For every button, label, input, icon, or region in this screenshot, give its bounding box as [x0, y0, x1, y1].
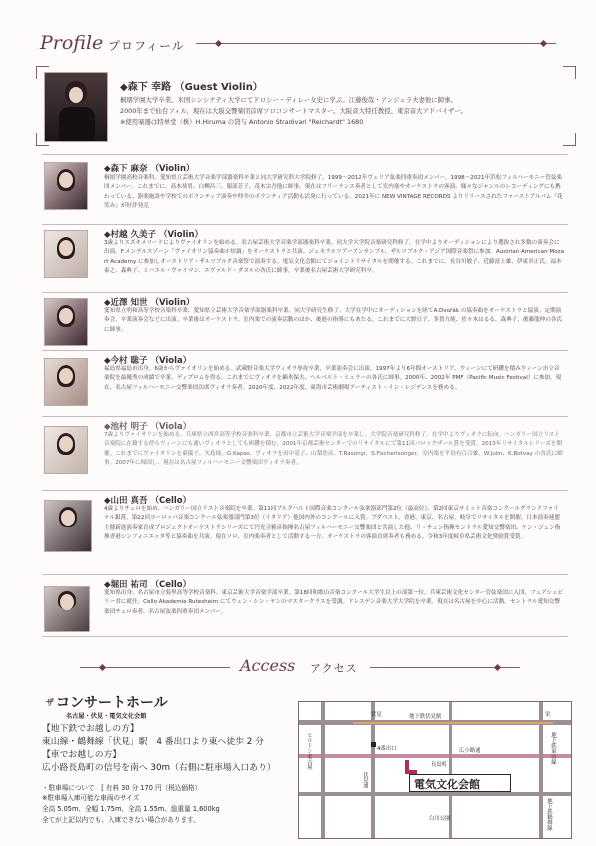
member-photo: [44, 426, 88, 474]
subway-line: [353, 722, 553, 724]
member-photo: [44, 230, 88, 278]
divider: [42, 636, 568, 637]
profile-header: [36, 30, 576, 60]
member-profile: [0, 418, 596, 490]
member-name: ◆村越 久美子 （Violin）: [104, 230, 204, 240]
member-profile: [0, 294, 596, 354]
map-label: 伏見通: [362, 772, 368, 789]
subway-text: 東山線・鶴舞線「伏見」駅 4 番出口より東へ徒歩 2 分: [42, 737, 264, 747]
parking-info: ※駐車場入庫可能な車両のサイズ: [42, 794, 140, 802]
access-header: [80, 655, 520, 681]
map-label: 地下鉄東山線: [550, 732, 556, 765]
member-name: ◆近澤 知世 （Violin）: [104, 298, 195, 308]
venue-logo: コンサートホール: [56, 695, 168, 711]
map-label: 白川公園: [429, 816, 451, 822]
divider: [42, 292, 568, 293]
member-bio: 4歳よりチェロを始め、ハンガリー国立リスト音楽院を卒業。第11回ブルクハルト国際音楽コンクール弦楽器部門第2位（最高位）、第2回東京サミット音楽コンクールグランドファイナル銀賞、第22回ヨーロッパ音楽コンクール弦楽器部門第3位（イタリア）他国内外のコンクールに入賞。ブダペスト、香港、東京、名古屋、岐阜でリサイタルを開催。日本演奏連盟主催新進演奏家育成プロジェクトオーケストラシリーズにて円光寺雅彦指揮名古屋フィルハーモニー交響楽団と共演した他、リ・チェン指揮セントラル愛知交響楽団、ケン・ジェン指揮香港シンフォニエッタ等と協奏曲を共演。現在ソロ、室内楽奏者として活動する一方、オーケストラの客演首席奏者も務める。令和3年度岐阜県芸術文化奨励賞受賞。: [104, 506, 561, 541]
member-photo: [44, 586, 90, 632]
map-road: [299, 792, 571, 796]
map-label: ヒルトン名古屋: [306, 732, 312, 770]
member-profile: [0, 226, 596, 294]
member-photo: [44, 500, 92, 552]
parking-info: ・駐車場について [ 有料 30 分 170 円（税込価格）: [42, 784, 202, 792]
venue-info: [0, 690, 296, 840]
member-profile: [0, 492, 596, 574]
map-label: 地下鉄伏見駅: [409, 714, 442, 720]
parking-info: 全高 5.05m、全幅 1.75m、全高 1.55m、総重量 1,600kg: [42, 805, 220, 813]
map-label: 伏見: [371, 712, 382, 718]
map-label: 栄: [545, 712, 551, 718]
guest-bio-line: 2000年まで仙台フィル、現在は大阪交響楽団首席ソロコンサートマスター。大阪音大特任教授、東京音大アドバイザー。: [120, 107, 467, 115]
access-map: [298, 701, 572, 839]
map-road: [321, 702, 325, 838]
member-bio: 7歳よりヴァイオリンを始める。兵庫県立西宮高等学校音楽科卒業、京都市立芸術大学音楽学部を卒業し、大学院音楽研究科修了。在学中よりヴィオラに転向。ハンガリー国立リスト音楽院に在籍する傍らウィーンにも通いヴィオラとしても研鑽を積む。2001年京都芸術センターでのリサイタルにて第11回バロックザール賞を受賞。2013年リサイタルシリーズを開催。これまでにヴァイオリンを東儀子、矢島純、G.Kapas、ヴィオラを田中基子、山梨浩彦、T.Rasonyi、S.Fischerlsonger、室内楽を平島有百合雄、W.Julin、K.Botvay の各氏に師事。2007年に帰国し、現在は名古屋フィルハーモニー交響楽団ヴィオラ奏者。: [104, 432, 563, 467]
guest-name: ◆森下 幸路 （Guest Violin）: [120, 82, 263, 93]
venue-box: [409, 774, 511, 792]
venue-logo-sub: 名古屋・伏見・電気文化会館: [66, 713, 147, 720]
guest-profile: [36, 66, 576, 146]
member-name: ◆今村 聡子 （Viola）: [104, 356, 192, 366]
map-label: 地下鉄鶴舞線: [546, 798, 552, 831]
map-road: [299, 754, 571, 758]
ornament-diamond: [99, 664, 106, 671]
member-name: ◆池村 明子 （Viola）: [104, 422, 192, 432]
venue-logo-prefix: ザ: [46, 698, 54, 707]
guest-bio-line: 桐朋学園大学卒業、米国シンシナティ大学にてドロシー・ディレー女史に学ぶ。江藤俊哉・アンジェラ夫妻他に師事。: [120, 96, 457, 104]
ornament-diamond: [540, 40, 547, 47]
exit-marker: [371, 742, 376, 747]
member-photo: [44, 358, 88, 406]
map-label: 広小路通: [459, 748, 481, 754]
member-bio: 愛知県出身。名古屋市立菊里高等学校音楽科、東京芸術大学音楽学部卒業。第18回和歌山音楽コンクール大学生以上の部第一位。兵庫芸術文化センター管弦楽団に入団、フェアシェビリー君に就任。Cello Akademie Rutesheim にてウェン・シン・ヤンのマスタークラスを受講。ドレスデン音楽大学大学院を卒業。現在は名古屋を中心に活動。セントラル愛知交響楽団チェロ奏者、名古屋弦楽四重奏団メンバー。: [104, 590, 564, 615]
corner-ornament: [563, 66, 576, 79]
member-name: ◆堀田 祐司 （Cello）: [104, 580, 192, 590]
divider: [42, 574, 568, 575]
ornament-diamond: [494, 664, 501, 671]
ornament-line: [196, 43, 556, 44]
map-label: 長島町: [431, 762, 448, 768]
guest-bio-line: ※使用楽器は特単堂（株）H.Hiruma の貸与 Antonio Stradivari "Reichardt" 1680: [120, 118, 364, 126]
member-name: ◆山田 真吾 （Cello）: [104, 496, 192, 506]
profile-title: プロフィール: [108, 39, 185, 53]
guest-photo: [44, 72, 108, 142]
member-bio: 愛知県立明和高等学校音楽科卒業、愛知県立芸術大学音楽学部器楽科卒業、同大学研究生修了。大学在学中にオーディションを経てA.Dvořák の協奏曲をオーケストラと協演。定期演奏会、卒業演奏会などに出演。卒業後はオーケストラ、室内楽での演奏活動のほか、後進の指導にもあたる。これまでに大野日子、多賀方純、佐々木はるる、森典子、後藤龍伸の各氏に師事。: [104, 308, 563, 333]
divider: [42, 154, 568, 155]
divider: [42, 350, 568, 351]
member-profile: [0, 576, 596, 632]
car-text: 広小路長島町の信号を南へ 30m（右側に駐車場入口あり）: [42, 763, 276, 773]
access-script-title: Access: [240, 656, 296, 675]
venue-logo-icon: [403, 760, 417, 774]
member-bio: 桐朋学園高校音楽科、愛知県立芸術大学音楽学部器楽科卒業と同大学研究科大学院修了。1999～2012年ヴェリア弦楽四重奏団メンバー。1998～2021年浜松フィルハーモニー管弦楽団メンバー。これまでに、高木恭男、白柳昌三、服部芳子、茂木宗吾他に師事。現在はフリーランス奏者として室内楽やオーケストラの客演、様々なジャンルのレコーディングにも携わっている。器楽施設や学校でのボランティア演奏や仲介のボランティア活動も活発に行っている。2021年に NEW VINTAGE RECORDS よりリリースされたファーストアルバム『花笑み』が好評発売: [104, 175, 563, 210]
parking-info: 全てが上記以内でも、入庫できない場合があります。: [42, 816, 200, 824]
member-photo: [44, 162, 88, 210]
profile-script-title: Profile: [40, 32, 104, 54]
ornament-diamond: [215, 40, 222, 47]
divider: [42, 416, 568, 417]
divider: [42, 224, 568, 225]
access-title: アクセス: [310, 662, 358, 675]
member-bio: 3歳よりスズキメソードによりヴァイオリンを始める。名古屋芸術大学音楽学部器楽科卒業、同大学大学院音楽研究科修了。在学中よりオーディションにより選抜され多数の演奏会に出演。F.メンデルスゾーン「ヴァイオリン協奏曲ホ短調」をオーケストラと共演。ジェネラルツアーアンサンブル、ザルツブルク・アジア国際音楽祭に参加。Austrian American Mozart Academy に参加しオーストリア・ザルツブルク音楽祭で演奏する。電気文化会館にてジョイントリサイタルを開催する。これまでに、長谷川敏子、近藤富士雄、伊東章正氏、福本泰之、森典子、ミハエル・ヴァイマン、エヴァルド・ダヌルの各氏に師事。卒業後名古屋芸術大学研究科卒。: [104, 240, 564, 275]
car-title: 【車でお越しの方】: [42, 750, 122, 760]
member-photo: [44, 298, 88, 346]
map-label: 4番出口: [377, 746, 397, 752]
member-name: ◆森下 麻奈 （Violin）: [104, 164, 195, 174]
member-profile: [0, 352, 596, 414]
member-profile: [0, 156, 596, 224]
subway-title: 【地下鉄でお越しの方】: [42, 724, 139, 734]
divider: [42, 490, 568, 491]
venue-map-label: 電気文化会館: [414, 778, 480, 791]
member-bio: 福島県福島市出身。6歳からヴァイオリンを始める。武蔵野音楽大学ヴィオラ専攻卒業、卒業演奏会に出演。1997年より6年間オーストリア、ウィーンにて研鑽を積みウィーン市立音楽院を最優秀の成績で卒業。ディプロムを得る。これまでにヴィオラを鏑木保夫、ヘルベルト・ミュラーの各氏に師事。2000年、2002年 PMF（Pacific Music Festival）に参加。現在、名古屋フィルハーモニー交響楽団次席ヴィオラ奏者。2020年度、2022年度、東海市芸術劇場アーティスト・イン・レジデンスを務める。: [104, 366, 562, 391]
corner-ornament: [563, 133, 576, 146]
